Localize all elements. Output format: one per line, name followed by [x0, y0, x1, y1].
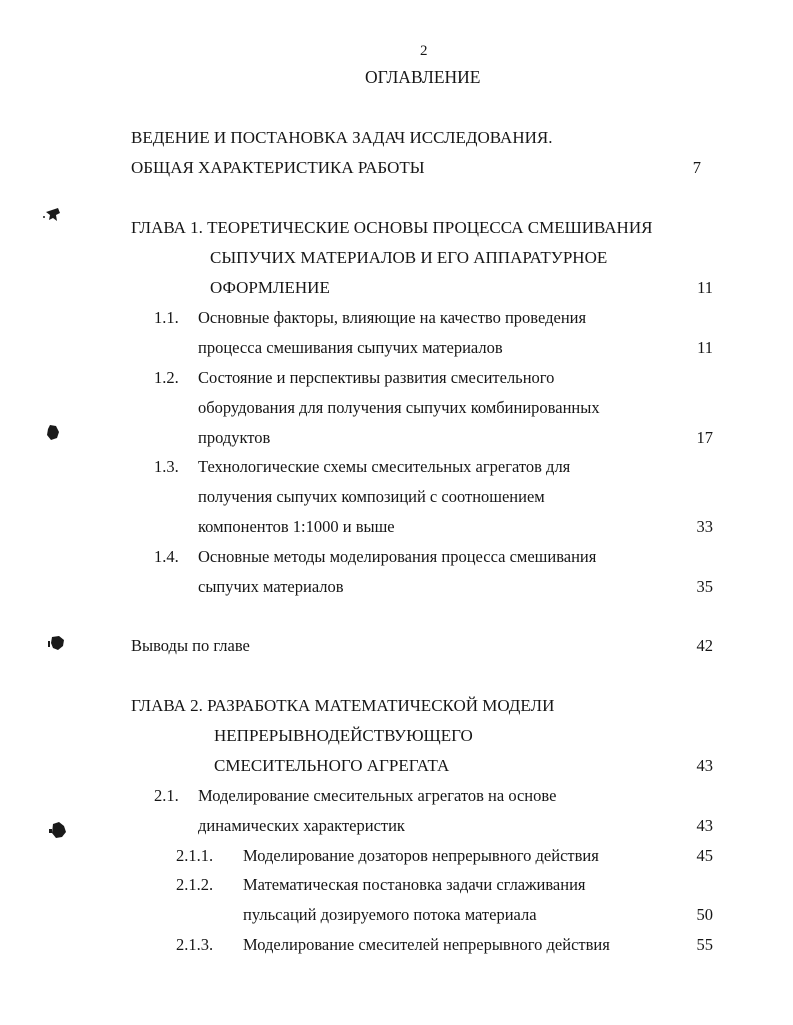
- toc-section-line: процесса смешивания сыпучих материалов: [198, 338, 503, 357]
- toc-page-number: 42: [696, 636, 713, 655]
- scan-artifact-mark: [42, 206, 64, 226]
- toc-page-number: 55: [696, 935, 713, 954]
- toc-page-number: 43: [696, 816, 713, 835]
- toc-section-line: компонентов 1:1000 и выше: [198, 517, 395, 536]
- toc-section-line: продуктов: [198, 428, 271, 447]
- toc-section-number: 2.1.: [154, 786, 179, 805]
- toc-page-number: 50: [696, 905, 713, 924]
- scan-artifact-mark: [46, 634, 68, 654]
- toc-section-number: 2.1.1.: [176, 846, 214, 865]
- toc-section-number: 1.2.: [154, 368, 179, 387]
- toc-section-line: получения сыпучих композиций с соотношением: [198, 487, 545, 506]
- toc-entry-title-line: СЫПУЧИХ МАТЕРИАЛОВ И ЕГО АППАРАТУРНОЕ: [210, 248, 608, 267]
- toc-page-number: 7: [692, 158, 701, 177]
- toc-section-line: Математическая постановка задачи сглаживания: [243, 875, 586, 894]
- page-number: 2: [420, 43, 428, 59]
- scan-artifact-mark: [46, 820, 70, 842]
- toc-section-number: 1.4.: [154, 547, 179, 566]
- scan-artifact-mark: [44, 423, 62, 443]
- toc-section-number: 1.1.: [154, 308, 179, 327]
- toc-section-line: Моделирование дозаторов непрерывного действия: [243, 846, 599, 865]
- toc-entry-title-line: ГЛАВА 2. РАЗРАБОТКА МАТЕМАТИЧЕСКОЙ МОДЕЛИ: [131, 696, 555, 715]
- toc-section-line: сыпучих материалов: [198, 577, 344, 596]
- toc-section-line: Технологические схемы смесительных агрегатов для: [198, 457, 571, 476]
- page-title: ОГЛАВЛЕНИЕ: [365, 67, 481, 87]
- toc-section-line: оборудования для получения сыпучих комбинированных: [198, 398, 600, 417]
- toc-section-line: динамических характеристик: [198, 816, 405, 835]
- toc-section-line: пульсаций дозируемого потока материала: [243, 905, 537, 924]
- toc-section-number: 1.3.: [154, 457, 179, 476]
- toc-entry-title-line: ОБЩАЯ ХАРАКТЕРИСТИКА РАБОТЫ: [131, 158, 425, 177]
- toc-section-line: Основные факторы, влияющие на качество проведения: [198, 308, 587, 327]
- toc-page-number: 35: [696, 577, 713, 596]
- toc-entry-title-line: НЕПРЕРЫВНОДЕЙСТВУЮЩЕГО: [214, 726, 473, 745]
- toc-page-number: 33: [696, 517, 713, 536]
- toc-page-number: 11: [697, 338, 713, 357]
- toc-entry-title-line: СМЕСИТЕЛЬНОГО АГРЕГАТА: [214, 756, 450, 775]
- toc-page-number: 11: [697, 278, 713, 297]
- toc-entry-title-line: ВЕДЕНИЕ И ПОСТАНОВКА ЗАДАЧ ИССЛЕДОВАНИЯ.: [131, 128, 553, 147]
- toc-section-number: 2.1.2.: [176, 875, 214, 894]
- toc-section-line: Моделирование смесителей непрерывного действия: [243, 935, 610, 954]
- toc-section-number: 2.1.3.: [176, 935, 214, 954]
- toc-page-number: 17: [696, 428, 713, 447]
- toc-section-line: Основные методы моделирования процесса смешивания: [198, 547, 597, 566]
- toc-page-number: 43: [696, 756, 713, 775]
- toc-entry-title-line: ГЛАВА 1. ТЕОРЕТИЧЕСКИЕ ОСНОВЫ ПРОЦЕССА СМЕШИВАНИЯ: [131, 218, 653, 237]
- toc-page-number: 45: [696, 846, 713, 865]
- toc-section-line: Моделирование смесительных агрегатов на основе: [198, 786, 557, 805]
- toc-entry-title-line: Выводы по главе: [131, 636, 250, 655]
- toc-entry-title-line: ОФОРМЛЕНИЕ: [210, 278, 330, 297]
- toc-section-line: Состояние и перспективы развития смесительного: [198, 368, 555, 387]
